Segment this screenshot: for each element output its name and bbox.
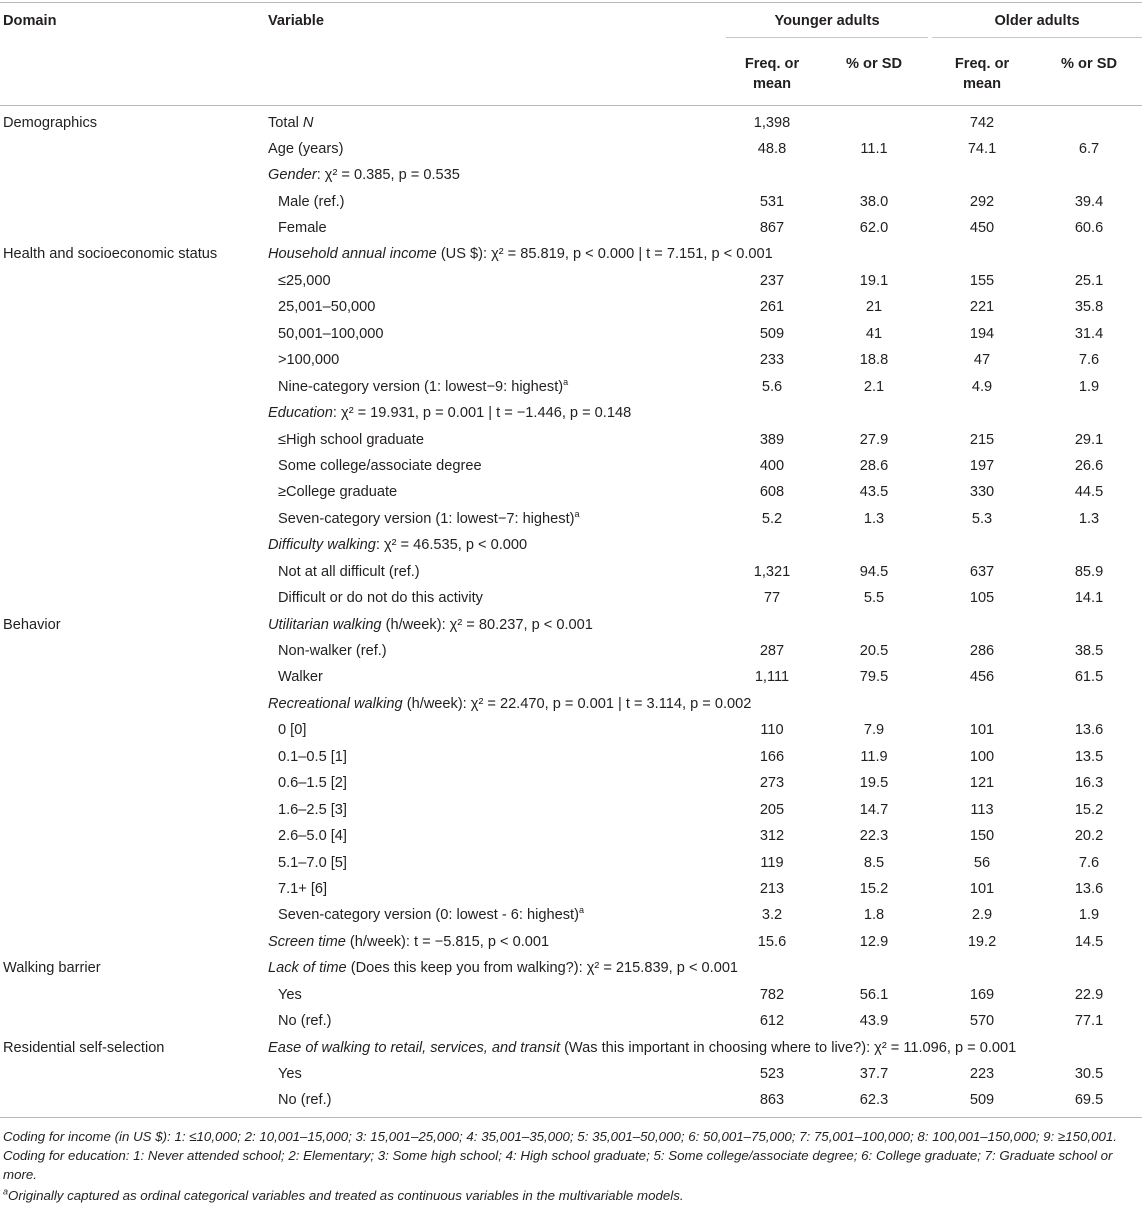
younger-freq-mean-cell: 531 xyxy=(759,193,785,210)
older-freq-mean-cell: 221 xyxy=(969,299,995,316)
domain-cell xyxy=(0,876,262,902)
table-row xyxy=(0,241,1142,267)
variable-cell: 25,001–50,000 xyxy=(278,299,376,316)
table-row xyxy=(0,744,1142,770)
younger-freq-mean-cell: 867 xyxy=(759,220,785,237)
domain-cell: Demographics xyxy=(3,114,98,131)
older-pct-sd-cell: 25.1 xyxy=(1074,272,1104,289)
table-row xyxy=(0,215,1142,241)
table-row xyxy=(0,373,1142,399)
domain-cell xyxy=(0,664,262,690)
table-row xyxy=(0,506,1142,532)
domain-cell xyxy=(0,982,262,1008)
table-row xyxy=(0,664,1142,690)
variable-cell: Walker xyxy=(278,669,323,686)
older-pct-sd-cell: 38.5 xyxy=(1074,643,1104,660)
older-pct-sd-cell: 22.9 xyxy=(1074,986,1104,1003)
younger-pct-sd-cell: 37.7 xyxy=(859,1066,889,1083)
older-pct-sd-cell: 69.5 xyxy=(1036,1087,1142,1117)
domain-cell xyxy=(0,373,262,399)
older-pct-sd-cell: 13.6 xyxy=(1074,880,1104,897)
domain-cell xyxy=(0,902,262,928)
older-pct-sd-cell: 16.3 xyxy=(1074,775,1104,792)
variable-cell: Total N xyxy=(268,114,314,131)
variable-cell: 2.6–5.0 [4] xyxy=(278,828,347,845)
older-freq-mean-cell xyxy=(928,532,1036,558)
table-row xyxy=(0,268,1142,294)
variable-cell: Female xyxy=(278,220,327,237)
younger-freq-mean-cell: 1,398 xyxy=(753,114,791,131)
younger-pct-sd-cell: 2.1 xyxy=(863,378,885,395)
older-pct-sd-cell: 60.6 xyxy=(1074,220,1104,237)
variable-cell: >100,000 xyxy=(278,352,340,369)
variable-cell: 0.1–0.5 [1] xyxy=(278,748,347,765)
younger-freq-mean-cell: 233 xyxy=(759,352,785,369)
older-freq-mean-cell: 47 xyxy=(973,352,991,369)
older-pct-sd-cell: 77.1 xyxy=(1074,1013,1104,1030)
younger-pct-sd-cell: 41 xyxy=(865,325,883,342)
older-freq-mean-cell xyxy=(928,611,1036,637)
older-pct-sd-cell xyxy=(1036,955,1142,981)
domain-cell xyxy=(0,215,262,241)
table-row xyxy=(0,611,1142,637)
table-row xyxy=(0,585,1142,611)
younger-freq-mean-cell: 523 xyxy=(759,1066,785,1083)
younger-freq-mean-cell: 1,321 xyxy=(753,563,791,580)
domain-cell xyxy=(0,426,262,452)
younger-freq-mean-cell: 205 xyxy=(759,801,785,818)
table-row xyxy=(0,770,1142,796)
variable-cell: No (ref.) xyxy=(278,1013,332,1030)
younger-freq-mean-cell: 312 xyxy=(759,828,785,845)
younger-freq-mean-cell: 213 xyxy=(759,880,785,897)
older-pct-sd-cell: 15.2 xyxy=(1074,801,1104,818)
younger-pct-sd-cell: 7.9 xyxy=(863,722,885,739)
older-freq-mean-cell: 121 xyxy=(969,775,995,792)
variable-cell: Non-walker (ref.) xyxy=(278,643,387,660)
footnote-coding: Coding for income (in US $): 1: ≤10,000; 2: 10,001–15,000; 3: 15,001–25,000; 4: 35,001–35,000; 5: 35,001–50,000; 6: 50,001–75,000; 7: 75,001–100,000; 8: 100,001–150,000; 9: ≥150,001. Coding for education: 1: Never attended school; 2: Elementary; 3: Some high school; 4: High school graduate; 5: Some college/associate degree; 6: College graduate; 7: Graduate school or more. xyxy=(3,1129,1117,1182)
header-variable: Variable xyxy=(262,3,724,47)
younger-freq-mean-cell: 608 xyxy=(759,484,785,501)
older-pct-sd-cell: 44.5 xyxy=(1074,484,1104,501)
variable-cell: Seven-category version (0: lowest - 6: highest)$^a$ xyxy=(278,905,584,924)
header-younger-adults: Younger adults xyxy=(724,3,928,47)
domain-cell: Residential self-selection xyxy=(3,1039,165,1056)
domain-cell xyxy=(0,796,262,822)
older-freq-mean-cell: 450 xyxy=(969,220,995,237)
table-row xyxy=(0,902,1142,928)
older-freq-mean-cell xyxy=(928,955,1036,981)
older-pct-sd-cell: 39.4 xyxy=(1074,193,1104,210)
header-older-freq-mean: Freq. or mean xyxy=(928,46,1036,106)
younger-pct-sd-cell: 19.5 xyxy=(859,775,889,792)
older-pct-sd-cell xyxy=(1036,1034,1142,1060)
domain-cell xyxy=(0,929,262,955)
table-row xyxy=(0,347,1142,373)
younger-freq-mean-cell: 110 xyxy=(760,722,784,739)
domain-cell xyxy=(0,1008,262,1034)
younger-freq-mean-cell: 261 xyxy=(759,299,785,316)
younger-pct-sd-cell: 56.1 xyxy=(859,986,889,1003)
table-row xyxy=(0,691,1142,717)
older-freq-mean-cell: 56 xyxy=(973,854,991,871)
older-freq-mean-cell: 742 xyxy=(969,114,995,131)
table-row xyxy=(0,162,1142,188)
older-pct-sd-cell xyxy=(1036,106,1142,136)
table-row xyxy=(0,400,1142,426)
younger-freq-mean-cell: 48.8 xyxy=(757,140,787,157)
younger-freq-mean-cell xyxy=(724,611,820,637)
variable-cell: ≤25,000 xyxy=(278,272,331,289)
variable-cell: Recreational walking (h/week): χ² = 22.470, p = 0.001 | t = 3.114, p = 0.002 xyxy=(268,695,752,712)
variable-cell: Screen time (h/week): t = −5.815, p < 0.001 xyxy=(268,933,550,950)
variable-cell: Some college/associate degree xyxy=(278,457,482,474)
older-freq-mean-cell: 4.9 xyxy=(971,378,993,395)
younger-freq-mean-cell: 400 xyxy=(759,457,785,474)
older-pct-sd-cell xyxy=(1036,611,1142,637)
older-freq-mean-cell xyxy=(928,162,1036,188)
variable-cell: Gender: χ² = 0.385, p = 0.535 xyxy=(268,167,460,184)
domain-cell xyxy=(0,638,262,664)
older-pct-sd-cell: 7.6 xyxy=(1078,854,1100,871)
older-freq-mean-cell: 570 xyxy=(969,1013,995,1030)
older-pct-sd-cell: 1.9 xyxy=(1078,907,1100,924)
domain-cell xyxy=(0,559,262,585)
table-row xyxy=(0,136,1142,162)
older-freq-mean-cell: 19.2 xyxy=(967,933,997,950)
younger-freq-mean-cell xyxy=(724,955,820,981)
younger-pct-sd-cell: 18.8 xyxy=(859,352,889,369)
table-row xyxy=(0,1008,1142,1034)
older-pct-sd-cell: 20.2 xyxy=(1074,828,1104,845)
variable-cell: ≤High school graduate xyxy=(278,431,424,448)
variable-cell: Yes xyxy=(278,1066,302,1083)
younger-pct-sd-cell xyxy=(820,532,928,558)
table-row xyxy=(0,1034,1142,1060)
older-freq-mean-cell: 105 xyxy=(969,590,995,607)
domain-cell xyxy=(0,532,262,558)
variable-cell: Education: χ² = 19.931, p = 0.001 | t = −1.446, p = 0.148 xyxy=(268,405,632,422)
younger-pct-sd-cell: 11.1 xyxy=(860,140,888,157)
variable-cell: Ease of walking to retail, services, and transit (Was this important in choosing where to live?): χ² = 11.096, p = 0.001 xyxy=(268,1039,1017,1056)
older-freq-mean-cell: 215 xyxy=(969,431,995,448)
younger-pct-sd-cell: 20.5 xyxy=(859,643,889,660)
younger-pct-sd-cell xyxy=(820,611,928,637)
table-row xyxy=(0,426,1142,452)
domain-cell xyxy=(0,162,262,188)
variable-cell: 5.1–7.0 [5] xyxy=(278,854,347,871)
domain-cell xyxy=(0,849,262,875)
table-footnotes xyxy=(3,1127,1139,1205)
younger-freq-mean-cell: 166 xyxy=(759,748,785,765)
younger-pct-sd-cell: 38.0 xyxy=(859,193,889,210)
domain-cell xyxy=(0,294,262,320)
older-freq-mean-cell: 509 xyxy=(928,1087,1036,1117)
table-row xyxy=(0,294,1142,320)
older-freq-mean-cell xyxy=(928,241,1036,267)
younger-pct-sd-cell xyxy=(820,241,928,267)
variable-cell: Utilitarian walking (h/week): χ² = 80.237, p < 0.001 xyxy=(268,616,593,633)
domain-cell xyxy=(0,770,262,796)
variable-cell: 50,001–100,000 xyxy=(278,325,384,342)
older-freq-mean-cell: 223 xyxy=(969,1066,995,1083)
domain-cell xyxy=(0,453,262,479)
domain-cell xyxy=(0,268,262,294)
header-row-groups xyxy=(0,3,1142,47)
older-freq-mean-cell: 169 xyxy=(969,986,995,1003)
table-row xyxy=(0,453,1142,479)
older-freq-mean-cell xyxy=(928,400,1036,426)
table-row xyxy=(0,955,1142,981)
older-freq-mean-cell: 292 xyxy=(969,193,995,210)
younger-freq-mean-cell xyxy=(724,162,820,188)
younger-freq-mean-cell: 5.6 xyxy=(761,378,783,395)
younger-freq-mean-cell: 237 xyxy=(759,272,785,289)
table-row xyxy=(0,1087,1142,1117)
header-row-stats xyxy=(0,46,1142,106)
younger-pct-sd-cell: 12.9 xyxy=(859,933,889,950)
table-row xyxy=(0,559,1142,585)
older-freq-mean-cell: 456 xyxy=(969,669,995,686)
younger-pct-sd-cell: 79.5 xyxy=(859,669,889,686)
table-row xyxy=(0,823,1142,849)
younger-pct-sd-cell: 43.5 xyxy=(859,484,889,501)
younger-pct-sd-cell: 62.0 xyxy=(859,220,889,237)
younger-freq-mean-cell: 287 xyxy=(759,643,785,660)
younger-freq-mean-cell: 77 xyxy=(763,590,781,607)
variable-cell: Male (ref.) xyxy=(278,193,345,210)
table-body xyxy=(0,106,1142,1118)
variable-cell: Nine-category version (1: lowest−9: highest)$^a$ xyxy=(278,376,569,395)
older-freq-mean-cell: 197 xyxy=(969,457,995,474)
variable-cell: Difficult or do not do this activity xyxy=(278,590,483,607)
table-row xyxy=(0,188,1142,214)
variable-cell: No (ref.) xyxy=(262,1087,724,1117)
older-pct-sd-cell: 13.6 xyxy=(1074,722,1104,739)
older-pct-sd-cell xyxy=(1036,532,1142,558)
older-pct-sd-cell: 6.7 xyxy=(1078,140,1100,157)
header-younger-freq-mean: Freq. or mean xyxy=(724,46,820,106)
header-domain: Domain xyxy=(0,3,262,47)
header-younger-pct-sd: % or SD xyxy=(820,46,928,106)
table-row xyxy=(0,929,1142,955)
younger-pct-sd-cell: 5.5 xyxy=(863,590,885,607)
younger-pct-sd-cell xyxy=(820,162,928,188)
younger-freq-mean-cell: 15.6 xyxy=(757,933,787,950)
younger-pct-sd-cell xyxy=(820,400,928,426)
variable-cell: 0.6–1.5 [2] xyxy=(278,775,347,792)
table-row xyxy=(0,479,1142,505)
younger-freq-mean-cell: 509 xyxy=(759,325,785,342)
younger-freq-mean-cell: 3.2 xyxy=(761,907,783,924)
younger-pct-sd-cell: 21 xyxy=(865,299,883,316)
younger-pct-sd-cell xyxy=(820,106,928,136)
domain-cell xyxy=(0,585,262,611)
younger-freq-mean-cell: 863 xyxy=(724,1087,820,1117)
older-freq-mean-cell: 155 xyxy=(969,272,995,289)
younger-pct-sd-cell: 62.3 xyxy=(820,1087,928,1117)
domain-cell: Walking barrier xyxy=(3,960,101,977)
older-pct-sd-cell xyxy=(1036,162,1142,188)
domain-cell: Health and socioeconomic status xyxy=(3,246,218,263)
table-row xyxy=(0,796,1142,822)
older-freq-mean-cell: 286 xyxy=(969,643,995,660)
older-pct-sd-cell: 35.8 xyxy=(1074,299,1104,316)
younger-freq-mean-cell: 273 xyxy=(759,775,785,792)
older-pct-sd-cell: 31.4 xyxy=(1074,325,1104,342)
domain-cell xyxy=(0,479,262,505)
descriptive-statistics-table xyxy=(0,2,1142,1118)
older-pct-sd-cell: 1.9 xyxy=(1078,378,1100,395)
younger-freq-mean-cell: 612 xyxy=(759,1013,785,1030)
table-row xyxy=(0,1061,1142,1087)
older-pct-sd-cell: 14.1 xyxy=(1074,590,1104,607)
footnote-a: $^a$Originally captured as ordinal categorical variables and treated as continuous variables in the multivariable models. xyxy=(3,1186,684,1203)
variable-cell: 1.6–2.5 [3] xyxy=(278,801,347,818)
older-pct-sd-cell xyxy=(1036,241,1142,267)
domain-cell xyxy=(0,400,262,426)
table-row xyxy=(0,321,1142,347)
older-freq-mean-cell: 330 xyxy=(969,484,995,501)
younger-pct-sd-cell xyxy=(820,691,928,717)
older-pct-sd-cell: 61.5 xyxy=(1074,669,1104,686)
younger-pct-sd-cell: 28.6 xyxy=(859,457,889,474)
older-freq-mean-cell: 113 xyxy=(970,801,994,818)
domain-cell: Behavior xyxy=(3,616,61,633)
older-freq-mean-cell xyxy=(928,691,1036,717)
older-pct-sd-cell: 14.5 xyxy=(1074,933,1104,950)
variable-cell: Age (years) xyxy=(268,140,344,157)
header-older-pct-sd: % or SD xyxy=(1036,46,1142,106)
table-row xyxy=(0,717,1142,743)
younger-pct-sd-cell: 19.1 xyxy=(859,272,889,289)
domain-cell xyxy=(0,1061,262,1087)
older-freq-mean-cell: 194 xyxy=(969,325,995,342)
older-pct-sd-cell: 7.6 xyxy=(1078,352,1100,369)
variable-cell: 0 [0] xyxy=(278,722,307,739)
domain-cell xyxy=(0,136,262,162)
younger-pct-sd-cell: 8.5 xyxy=(863,854,885,871)
older-freq-mean-cell: 101 xyxy=(969,722,995,739)
older-pct-sd-cell xyxy=(1036,691,1142,717)
domain-cell xyxy=(0,506,262,532)
younger-freq-mean-cell: 782 xyxy=(759,986,785,1003)
older-freq-mean-cell: 100 xyxy=(969,748,995,765)
younger-pct-sd-cell: 94.5 xyxy=(859,563,889,580)
domain-cell xyxy=(0,1087,262,1117)
domain-cell xyxy=(0,823,262,849)
older-pct-sd-cell: 13.5 xyxy=(1074,748,1104,765)
domain-cell xyxy=(0,717,262,743)
older-pct-sd-cell: 1.3 xyxy=(1078,510,1100,527)
header-older-adults: Older adults xyxy=(928,3,1142,47)
variable-cell: Household annual income (US $): χ² = 85.819, p < 0.000 | t = 7.151, p < 0.001 xyxy=(268,246,773,263)
older-pct-sd-cell: 85.9 xyxy=(1074,563,1104,580)
older-freq-mean-cell: 637 xyxy=(969,563,995,580)
table-row xyxy=(0,876,1142,902)
younger-pct-sd-cell: 1.8 xyxy=(863,907,885,924)
older-pct-sd-cell: 29.1 xyxy=(1074,431,1104,448)
younger-pct-sd-cell: 15.2 xyxy=(859,880,889,897)
table-row xyxy=(0,532,1142,558)
younger-freq-mean-cell xyxy=(724,400,820,426)
younger-pct-sd-cell: 22.3 xyxy=(859,828,889,845)
domain-cell xyxy=(0,691,262,717)
variable-cell: Not at all difficult (ref.) xyxy=(278,563,420,580)
variable-cell: 7.1+ [6] xyxy=(278,880,328,897)
variable-cell: Seven-category version (1: lowest−7: highest)$^a$ xyxy=(278,508,580,527)
variable-cell: ≥College graduate xyxy=(278,484,398,501)
table-row xyxy=(0,849,1142,875)
domain-cell xyxy=(0,347,262,373)
older-pct-sd-cell: 30.5 xyxy=(1074,1066,1104,1083)
younger-freq-mean-cell: 5.2 xyxy=(761,510,783,527)
younger-freq-mean-cell: 1,111 xyxy=(754,669,790,686)
variable-cell: Lack of time (Does this keep you from walking?): χ² = 215.839, p < 0.001 xyxy=(268,960,739,977)
older-freq-mean-cell: 74.1 xyxy=(967,140,997,157)
older-pct-sd-cell xyxy=(1036,400,1142,426)
younger-pct-sd-cell: 14.7 xyxy=(859,801,889,818)
table-row xyxy=(0,106,1142,136)
table-row xyxy=(0,638,1142,664)
older-pct-sd-cell: 26.6 xyxy=(1074,457,1104,474)
younger-pct-sd-cell xyxy=(820,955,928,981)
variable-cell: Difficulty walking: χ² = 46.535, p < 0.000 xyxy=(268,537,528,554)
younger-freq-mean-cell: 119 xyxy=(760,854,784,871)
younger-pct-sd-cell: 27.9 xyxy=(859,431,889,448)
older-freq-mean-cell: 2.9 xyxy=(971,907,993,924)
older-freq-mean-cell: 150 xyxy=(969,828,995,845)
younger-pct-sd-cell: 11.9 xyxy=(860,748,888,765)
domain-cell xyxy=(0,321,262,347)
domain-cell xyxy=(0,744,262,770)
younger-freq-mean-cell: 389 xyxy=(759,431,785,448)
domain-cell xyxy=(0,188,262,214)
variable-cell: Yes xyxy=(278,986,302,1003)
older-freq-mean-cell: 101 xyxy=(969,880,995,897)
younger-pct-sd-cell: 43.9 xyxy=(859,1013,889,1030)
younger-pct-sd-cell: 1.3 xyxy=(863,510,885,527)
younger-freq-mean-cell xyxy=(724,532,820,558)
table-row xyxy=(0,982,1142,1008)
older-freq-mean-cell: 5.3 xyxy=(971,510,993,527)
